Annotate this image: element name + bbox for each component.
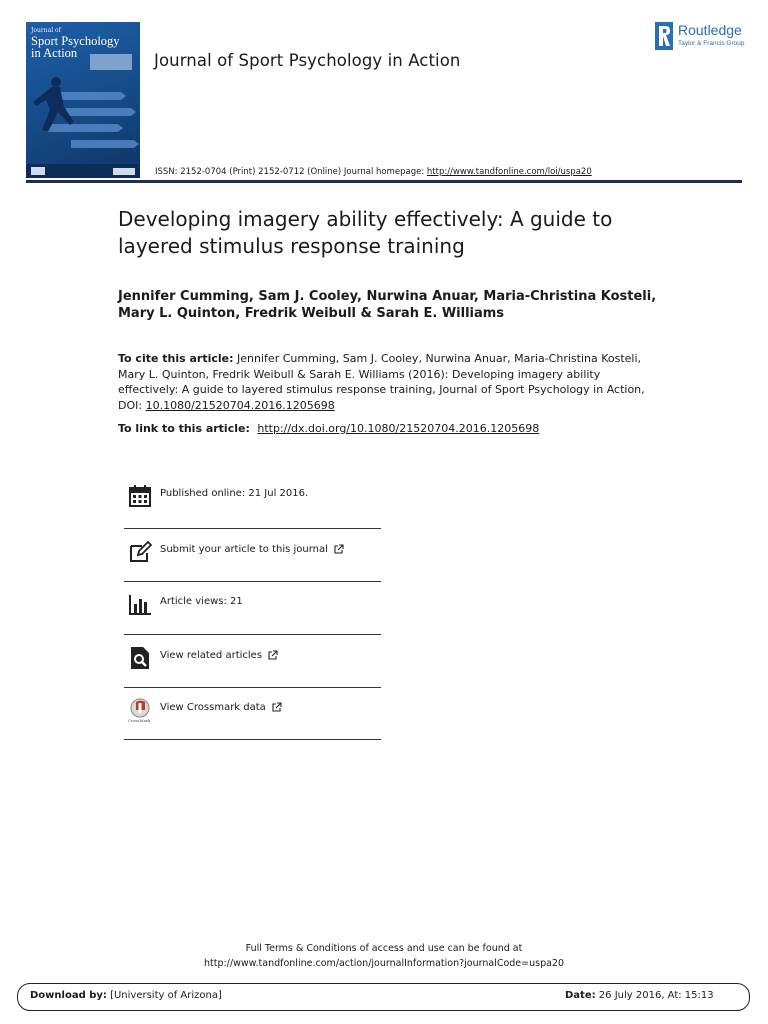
bar-chart-icon (128, 592, 152, 616)
external-link-icon (268, 650, 278, 660)
published-online-text: Published online: 21 Jul 2016. (160, 488, 309, 499)
publisher-name[interactable]: Routledge (678, 22, 742, 38)
journal-cover-image (26, 22, 140, 178)
download-date: Date: 26 July 2016, At: 15:13 (565, 990, 714, 1001)
routledge-logo-icon[interactable] (655, 22, 673, 50)
cover-small-title: Journal of (31, 27, 61, 34)
external-link-icon (272, 702, 282, 712)
cover-title: Sport Psychology in Action (31, 34, 120, 60)
download-by: Download by: [University of Arizona] (30, 990, 222, 1001)
cover-volume-label (90, 54, 132, 70)
divider (124, 739, 381, 740)
cover-logo-left (31, 167, 45, 175)
search-document-icon (128, 646, 152, 670)
related-articles-text[interactable]: View related articles (160, 650, 278, 661)
related-articles-item[interactable] (124, 636, 380, 688)
journal-name: Journal of Sport Psychology in Action (154, 51, 461, 70)
crossmark-item[interactable] (124, 688, 380, 740)
citation-text: Jennifer Cumming, Sam J. Cooley, Nurwina Anuar, Maria-Christina Kosteli, Mary L. Quinton, Fredrik Weibull & Sarah E. Williams (2016): Developing imagery ability effectively: A guide to layered stimulus response training, Journal of Sport Psychology in Action, DOI: (118, 352, 645, 412)
doi-link[interactable]: 10.1080/21520704.2016.1205698 (145, 398, 335, 412)
crossmark-caption: CrossMark (128, 718, 151, 723)
terms-block (0, 942, 768, 971)
article-views-item (124, 582, 380, 634)
publisher-subtitle: Taylor & Francis Group (678, 40, 745, 47)
article-views-text: Article views: 21 (160, 596, 243, 607)
calendar-icon (128, 484, 152, 508)
citation-block (118, 351, 658, 413)
citation-label: To cite this article: (118, 352, 234, 365)
cover-logo-right (113, 168, 135, 175)
article-title: Developing imagery ability effectively: A guide to layered stimulus response training (118, 207, 613, 258)
submit-article-item[interactable] (124, 530, 380, 582)
journal-homepage-link[interactable]: http://www.tandfonline.com/loi/uspa20 (426, 167, 592, 177)
divider (124, 634, 381, 635)
article-link-label: To link to this article: (118, 422, 250, 435)
issn-line: ISSN: 2152-0704 (Print) 2152-0712 (Online) Journal homepage: http://www.tandfonline.com/loi/uspa20 (155, 167, 592, 177)
submit-article-text[interactable]: Submit your article to this journal (160, 544, 344, 555)
divider (124, 528, 381, 529)
published-online-item (124, 474, 380, 526)
header-rule (26, 180, 742, 183)
terms-line: Full Terms & Conditions of access and use can be found at (245, 943, 523, 954)
article-authors: Jennifer Cumming, Sam J. Cooley, Nurwina Anuar, Maria-Christina Kosteli, Mary L. Quinton, Fredrik Weibull & Sarah E. Williams (118, 289, 657, 321)
external-link-icon (334, 544, 344, 554)
terms-url[interactable]: http://www.tandfonline.com/action/journalInformation?journalCode=uspa20 (203, 957, 565, 969)
cover-runner-illustration (26, 72, 140, 162)
article-link-line (118, 422, 539, 435)
edit-icon (128, 540, 152, 564)
crossmark-text[interactable]: View Crossmark data (160, 702, 282, 713)
article-doi-url[interactable]: http://dx.doi.org/10.1080/21520704.2016.1205698 (257, 422, 540, 435)
